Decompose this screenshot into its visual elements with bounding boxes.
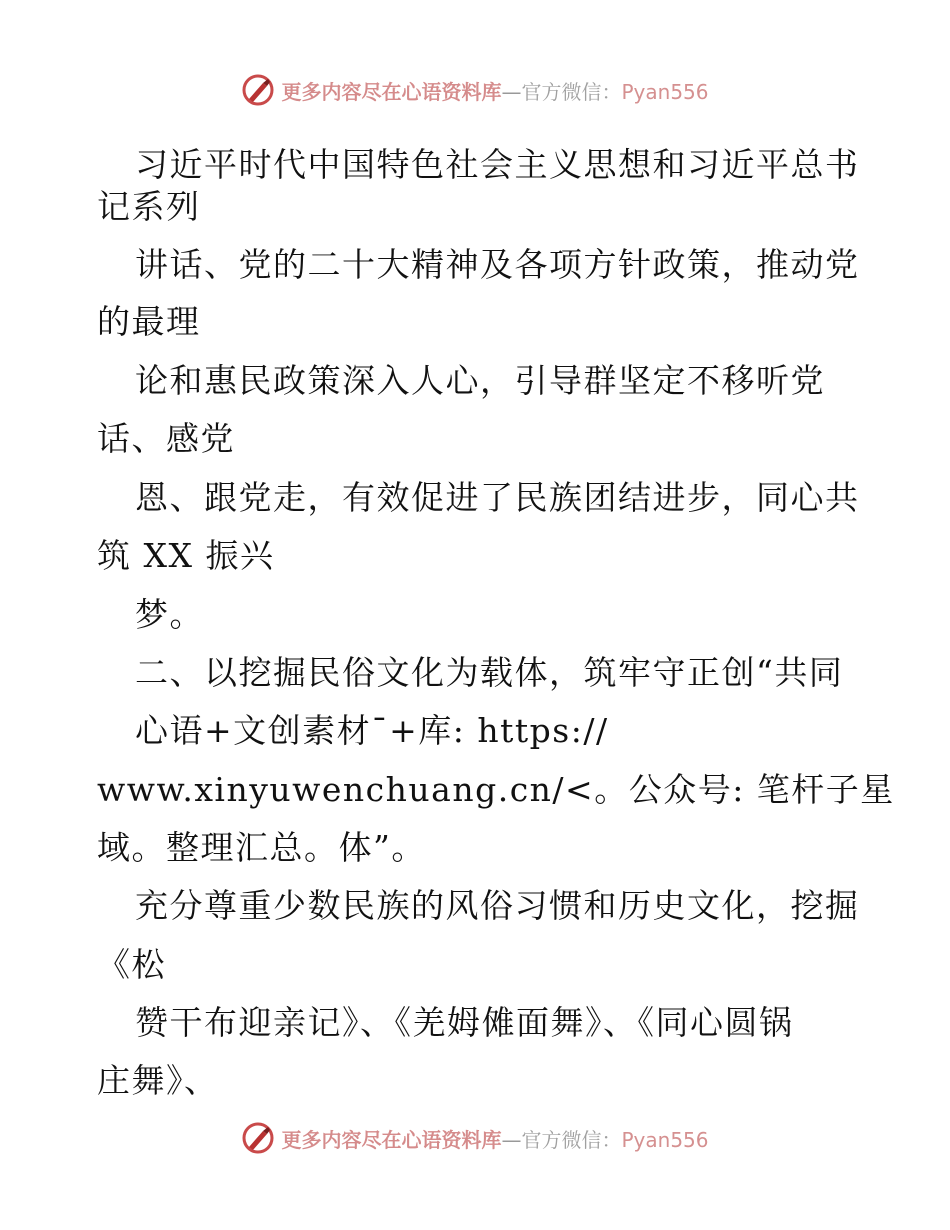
text-line: 域。整理汇总。体”。 [97,828,426,867]
text-line: www.xinyuwenchuang.cn/<。公众号: 笔杆子星 [97,770,895,809]
pen-logo-icon [241,1121,275,1155]
pen-logo-icon [241,73,275,107]
header-banner [0,70,950,110]
text-line: 恩、跟党走，有效促进了民族团结进步，同心共 [135,478,860,517]
text-line: 《松 [97,945,166,984]
text-line: 赞干布迎亲记》、《羌姆傩面舞》、《同心圆锅 [135,1003,794,1042]
text-line: 梦。 [135,595,204,634]
banner-brand: 更多内容尽在心语资料库 [281,79,502,104]
text-line: 二、以挖掘民俗文化为载体，筑牢守正创“共同 [135,653,844,692]
text-line: 习近平时代中国特色社会主义思想和习近平总书 [135,145,860,184]
banner-wechat-id: Pyan556 [621,79,709,104]
text-line: 庄舞》、 [97,1061,219,1100]
banner-dash: — [501,79,522,104]
text-line: 讲话、党的二十大精神及各项方针政策，推动党 [135,245,860,284]
banner-brand: 更多内容尽在心语资料库 [281,1127,502,1152]
banner-wechat-id: Pyan556 [621,1127,709,1152]
banner-text [281,76,708,105]
text-line: 心语+文创素材¯+库: https:// [135,711,609,750]
text-line: 筑 XX 振兴 [97,536,275,575]
footer-banner [0,1118,950,1158]
text-line: 充分尊重少数民族的风俗习惯和历史文化，挖掘 [135,886,860,925]
banner-dash: — [501,1127,522,1152]
text-line: 的最理 [97,302,201,341]
banner-text [281,1124,708,1153]
banner-wechat-label: 官方微信： [521,1127,622,1152]
text-line: 论和惠民政策深入人心，引导群坚定不移听党 [135,361,825,400]
banner-wechat-label: 官方微信： [521,79,622,104]
text-line: 话、感党 [97,419,235,458]
text-line: 记系列 [97,187,201,226]
